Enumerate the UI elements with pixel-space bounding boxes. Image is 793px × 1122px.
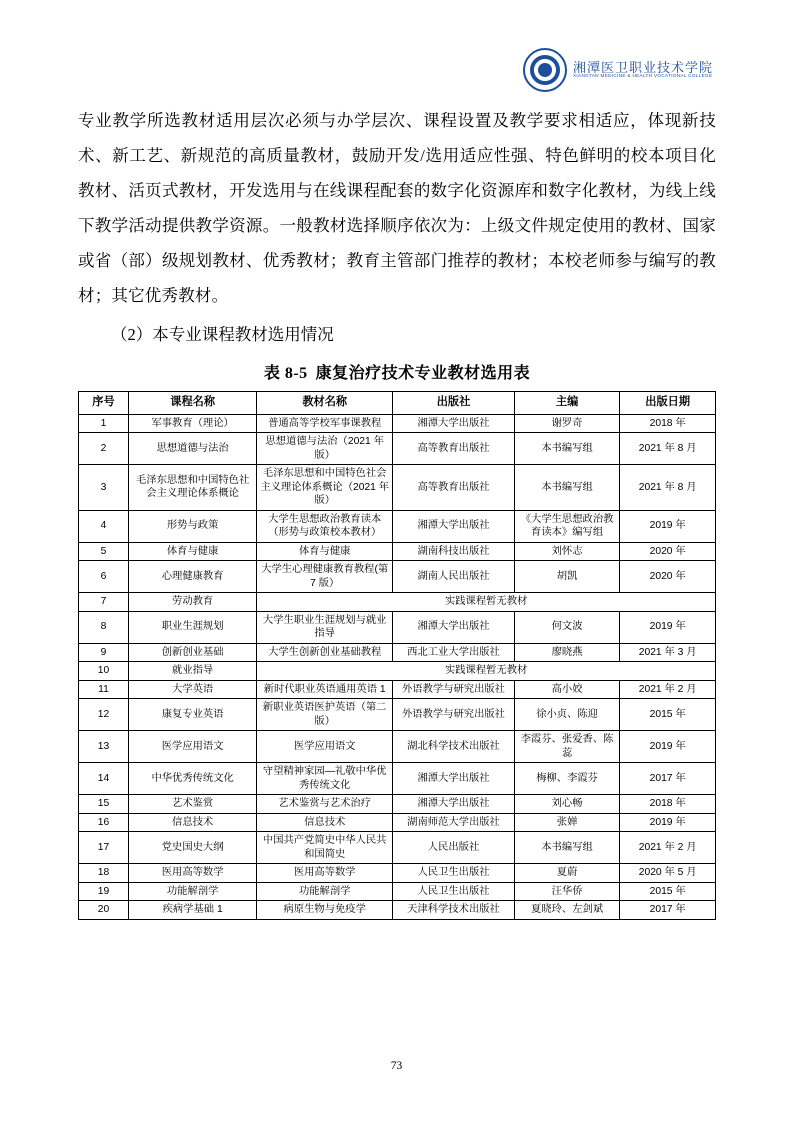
cell-course: 大学英语 xyxy=(129,680,257,699)
cell-no-textbook-note: 实践课程暂无教材 xyxy=(257,662,716,681)
college-name-cn: 湘潭医卫职业技术学院 xyxy=(572,59,713,75)
cell-publisher: 外语教学与研究出版社 xyxy=(393,680,515,699)
cell-editor: 刘心畅 xyxy=(514,795,619,814)
cell-editor: 夏蔚 xyxy=(514,864,619,883)
cell-book: 新职业英语医护英语（第二版） xyxy=(257,699,393,731)
cell-no: 5 xyxy=(79,542,129,561)
cell-editor: 谢罗奇 xyxy=(514,414,619,433)
cell-publisher: 高等教育出版社 xyxy=(393,433,515,465)
cell-editor: 本书编写组 xyxy=(514,465,619,511)
cell-no: 18 xyxy=(79,864,129,883)
cell-date: 2021 年 3 月 xyxy=(620,643,716,662)
cell-editor: 张婵 xyxy=(514,813,619,832)
table-row xyxy=(79,593,716,612)
table-row xyxy=(79,561,716,593)
cell-publisher: 湘潭大学出版社 xyxy=(393,795,515,814)
cell-course: 心理健康教育 xyxy=(129,561,257,593)
cell-date: 2015 年 xyxy=(620,699,716,731)
cell-book: 体育与健康 xyxy=(257,542,393,561)
cell-date: 2018 年 xyxy=(620,414,716,433)
cell-date: 2020 年 xyxy=(620,542,716,561)
cell-publisher: 湘潭大学出版社 xyxy=(393,414,515,433)
cell-editor: 高小姣 xyxy=(514,680,619,699)
table-caption xyxy=(78,360,716,383)
table-header-course: 课程名称 xyxy=(129,392,257,415)
college-logo xyxy=(523,48,713,92)
cell-publisher: 湘潭大学出版社 xyxy=(393,611,515,643)
cell-editor: 刘怀志 xyxy=(514,542,619,561)
cell-no: 16 xyxy=(79,813,129,832)
table-row xyxy=(79,510,716,542)
table-header-editor: 主编 xyxy=(514,392,619,415)
college-seal-icon xyxy=(523,48,567,92)
table-caption-title: 康复治疗技术专业教材选用表 xyxy=(315,365,531,382)
cell-editor: 胡凯 xyxy=(514,561,619,593)
table-row xyxy=(79,795,716,814)
cell-no: 14 xyxy=(79,763,129,795)
cell-publisher: 天津科学技术出版社 xyxy=(393,901,515,920)
cell-date: 2020 年 xyxy=(620,561,716,593)
cell-course: 艺术鉴赏 xyxy=(129,795,257,814)
cell-no: 6 xyxy=(79,561,129,593)
cell-book: 大学生创新创业基础教程 xyxy=(257,643,393,662)
table-row xyxy=(79,542,716,561)
cell-no: 8 xyxy=(79,611,129,643)
cell-date: 2020 年 5 月 xyxy=(620,864,716,883)
cell-editor: 廖晓燕 xyxy=(514,643,619,662)
table-row xyxy=(79,731,716,763)
cell-date: 2019 年 xyxy=(620,611,716,643)
cell-book: 大学生思想政治教育读本（形势与政策校本教材） xyxy=(257,510,393,542)
cell-no: 17 xyxy=(79,832,129,864)
cell-date: 2017 年 xyxy=(620,901,716,920)
cell-editor: 本书编写组 xyxy=(514,433,619,465)
cell-course: 医学应用语文 xyxy=(129,731,257,763)
cell-publisher: 湖南人民出版社 xyxy=(393,561,515,593)
page-body xyxy=(78,103,716,920)
cell-course: 就业指导 xyxy=(129,662,257,681)
cell-publisher: 人民卫生出版社 xyxy=(393,882,515,901)
cell-book: 医用高等数学 xyxy=(257,864,393,883)
cell-no: 19 xyxy=(79,882,129,901)
cell-date: 2019 年 xyxy=(620,813,716,832)
cell-course: 疾病学基础 1 xyxy=(129,901,257,920)
cell-book: 普通高等学校军事课教程 xyxy=(257,414,393,433)
cell-editor: 本书编写组 xyxy=(514,832,619,864)
cell-course: 体育与健康 xyxy=(129,542,257,561)
cell-no: 9 xyxy=(79,643,129,662)
cell-course: 思想道德与法治 xyxy=(129,433,257,465)
cell-no: 10 xyxy=(79,662,129,681)
cell-date: 2017 年 xyxy=(620,763,716,795)
cell-course: 信息技术 xyxy=(129,813,257,832)
cell-no: 2 xyxy=(79,433,129,465)
college-logo-text xyxy=(573,61,713,79)
table-row xyxy=(79,832,716,864)
cell-no-textbook-note: 实践课程暂无教材 xyxy=(257,593,716,612)
cell-course: 军事教育（理论） xyxy=(129,414,257,433)
cell-date: 2019 年 xyxy=(620,510,716,542)
cell-course: 中华优秀传统文化 xyxy=(129,763,257,795)
cell-no: 7 xyxy=(79,593,129,612)
cell-course: 功能解剖学 xyxy=(129,882,257,901)
table-caption-number: 表 8-5 xyxy=(263,365,308,382)
table-header-publisher: 出版社 xyxy=(393,392,515,415)
cell-publisher: 高等教育出版社 xyxy=(393,465,515,511)
cell-course: 党史国史大纲 xyxy=(129,832,257,864)
cell-course: 职业生涯规划 xyxy=(129,611,257,643)
cell-date: 2019 年 xyxy=(620,731,716,763)
table-row xyxy=(79,611,716,643)
table-header-date: 出版日期 xyxy=(620,392,716,415)
cell-book: 医学应用语文 xyxy=(257,731,393,763)
table-row xyxy=(79,864,716,883)
page-number: 73 xyxy=(390,1060,403,1072)
cell-publisher: 人民出版社 xyxy=(393,832,515,864)
cell-editor: 梅柳、李霞芬 xyxy=(514,763,619,795)
paragraph-section-heading: （2）本专业课程教材选用情况 xyxy=(111,325,334,344)
table-row xyxy=(79,901,716,920)
cell-book: 大学生职业生涯规划与就业指导 xyxy=(257,611,393,643)
table-row xyxy=(79,763,716,795)
table-row xyxy=(79,465,716,511)
cell-book: 中国共产党简史中华人民共和国简史 xyxy=(257,832,393,864)
cell-no: 1 xyxy=(79,414,129,433)
table-row xyxy=(79,643,716,662)
cell-no: 12 xyxy=(79,699,129,731)
cell-editor: 《大学生思想政治教育读本》编写组 xyxy=(514,510,619,542)
cell-course: 劳动教育 xyxy=(129,593,257,612)
cell-editor: 夏晓玲、左剑斌 xyxy=(514,901,619,920)
cell-book: 艺术鉴赏与艺术治疗 xyxy=(257,795,393,814)
cell-no: 4 xyxy=(79,510,129,542)
table-row xyxy=(79,414,716,433)
cell-no: 3 xyxy=(79,465,129,511)
cell-course: 毛泽东思想和中国特色社会主义理论体系概论 xyxy=(129,465,257,511)
cell-publisher: 湘潭大学出版社 xyxy=(393,510,515,542)
cell-editor: 何文波 xyxy=(514,611,619,643)
cell-book: 信息技术 xyxy=(257,813,393,832)
table-row xyxy=(79,813,716,832)
cell-editor: 汪华侨 xyxy=(514,882,619,901)
cell-no: 15 xyxy=(79,795,129,814)
cell-no: 13 xyxy=(79,731,129,763)
cell-book: 病原生物与免疫学 xyxy=(257,901,393,920)
cell-date: 2021 年 8 月 xyxy=(620,433,716,465)
cell-publisher: 人民卫生出版社 xyxy=(393,864,515,883)
cell-date: 2018 年 xyxy=(620,795,716,814)
table-header-row xyxy=(79,392,716,415)
cell-date: 2021 年 2 月 xyxy=(620,680,716,699)
cell-date: 2021 年 2 月 xyxy=(620,832,716,864)
cell-book: 新时代职业英语通用英语 1 xyxy=(257,680,393,699)
cell-publisher: 湖北科学技术出版社 xyxy=(393,731,515,763)
cell-book: 毛泽东思想和中国特色社会主义理论体系概论（2021 年版） xyxy=(257,465,393,511)
table-row xyxy=(79,433,716,465)
cell-course: 创新创业基础 xyxy=(129,643,257,662)
table-header-book: 教材名称 xyxy=(257,392,393,415)
cell-publisher: 湖南科技出版社 xyxy=(393,542,515,561)
table-row xyxy=(79,662,716,681)
table-row xyxy=(79,882,716,901)
cell-book: 守望精神家园—礼敬中华优秀传统文化 xyxy=(257,763,393,795)
cell-course: 康复专业英语 xyxy=(129,699,257,731)
cell-editor: 李霞芬、张爱香、陈蕊 xyxy=(514,731,619,763)
cell-book: 大学生心理健康教育教程(第 7 版） xyxy=(257,561,393,593)
paragraph-textbook-policy: 专业教学所选教材适用层次必须与办学层次、课程设置及教学要求相适应，体现新技术、新工艺、新规范的高质量教材，鼓励开发/选用适应性强、特色鲜明的校本项目化教材、活页式教材，开发选用与在线课程配套的数字化资源库和数字化教材，为线上线下教学活动提供教学资源。一般教材选择顺序依次为：上级文件规定使用的教材、国家或省（部）级规划教材、优秀教材；教育主管部门推荐的教材；本校老师参与编写的教材；其它优秀教材。 xyxy=(78,111,716,305)
textbook-selection-table xyxy=(78,391,716,920)
table-row xyxy=(79,680,716,699)
cell-no: 11 xyxy=(79,680,129,699)
cell-date: 2015 年 xyxy=(620,882,716,901)
cell-book: 思想道德与法治（2021 年版） xyxy=(257,433,393,465)
cell-book: 功能解剖学 xyxy=(257,882,393,901)
table-row xyxy=(79,699,716,731)
cell-publisher: 外语教学与研究出版社 xyxy=(393,699,515,731)
cell-publisher: 湘潭大学出版社 xyxy=(393,763,515,795)
cell-editor: 徐小贞、陈迎 xyxy=(514,699,619,731)
cell-course: 医用高等数学 xyxy=(129,864,257,883)
cell-publisher: 西北工业大学出版社 xyxy=(393,643,515,662)
cell-publisher: 湖南师范大学出版社 xyxy=(393,813,515,832)
college-name-en: XIANGTAN MEDICINE & HEALTH VOCATIONAL COLLEGE xyxy=(572,73,713,79)
cell-date: 2021 年 8 月 xyxy=(620,465,716,511)
cell-course: 形势与政策 xyxy=(129,510,257,542)
table-header-no: 序号 xyxy=(79,392,129,415)
cell-no: 20 xyxy=(79,901,129,920)
